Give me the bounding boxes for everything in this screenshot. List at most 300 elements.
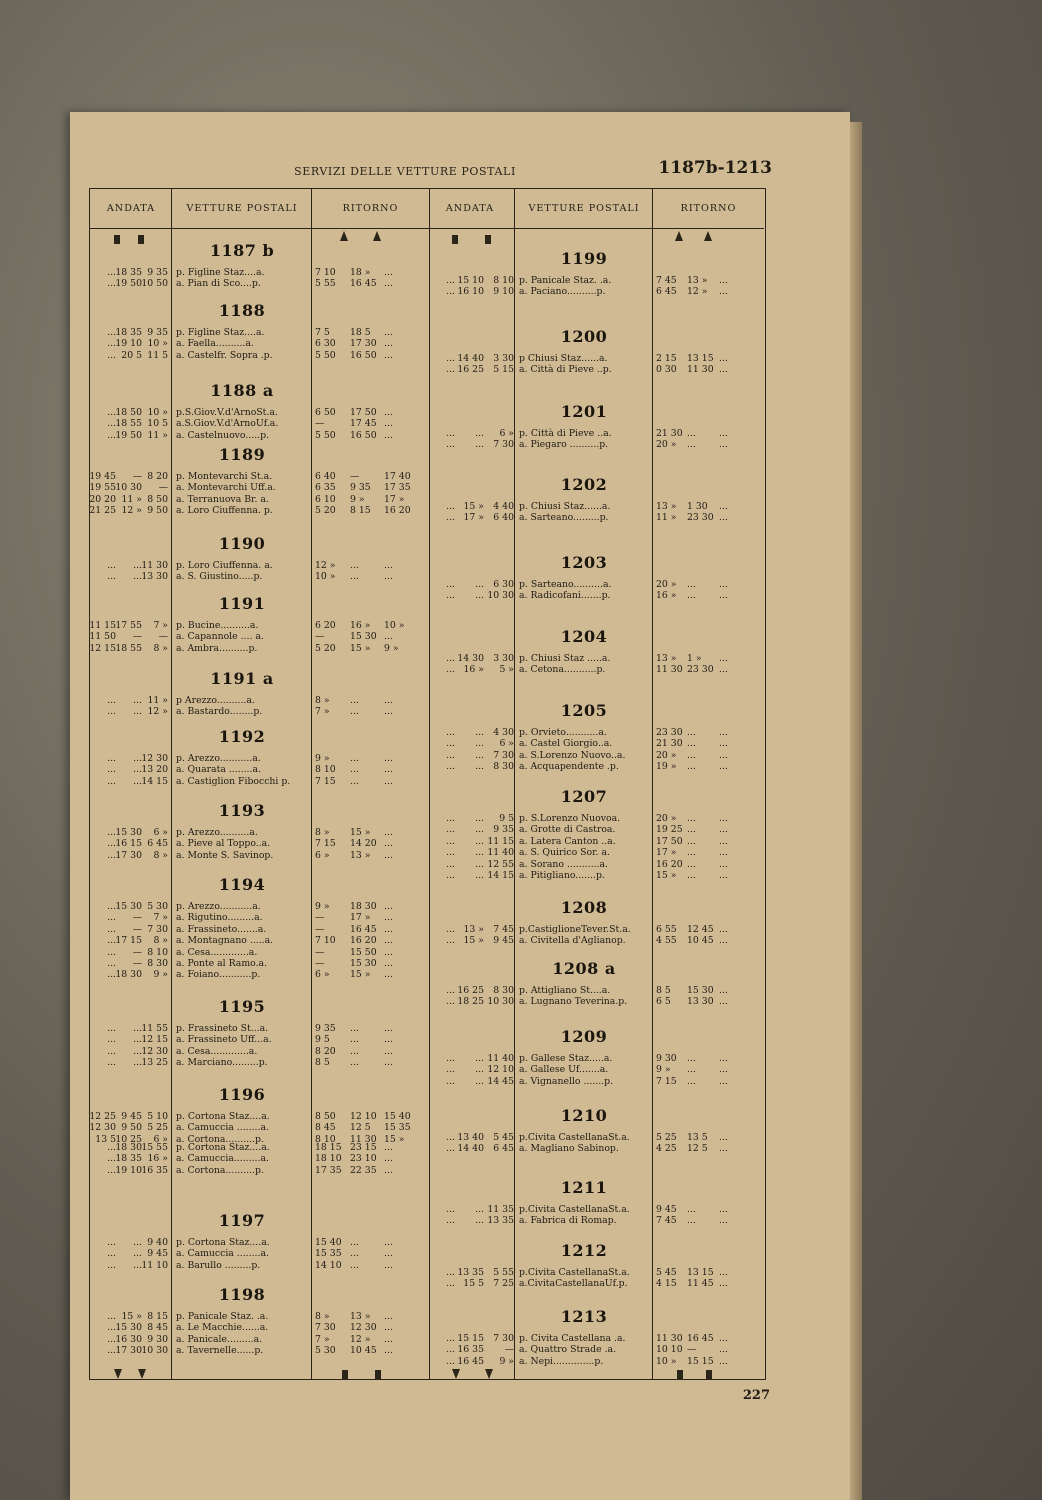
andata-time: 10 50 (141, 278, 168, 290)
andata-time: — (504, 1344, 514, 1356)
stop-name: a. Acquapendente .p. (519, 761, 619, 773)
section-title: 1196 (218, 1085, 266, 1104)
ritorno-time: 18 30 (350, 901, 377, 912)
andata-time: ... (446, 749, 455, 761)
ritorno-time: — (315, 946, 325, 958)
stop-name: p. Cortona Staz....a. (176, 1237, 270, 1248)
ritorno-time: 16 50 (350, 429, 377, 441)
ritorno-time: 10 10 (656, 1344, 683, 1356)
ritorno-time: 17 50 (350, 407, 377, 418)
ritorno-time: 17 » (384, 493, 405, 505)
ritorno-time: ... (384, 278, 393, 290)
ritorno-time: 7 45 (656, 1215, 677, 1227)
stop-name: a. Montagnano .....a. (176, 935, 274, 947)
andata-time: 20 5 (121, 349, 142, 361)
ritorno-time: ... (687, 1075, 696, 1087)
section-title: 1204 (560, 627, 608, 646)
stop-name: p. S.Lorenzo Nuovoa. (519, 813, 621, 824)
ritorno-time: ... (687, 579, 696, 590)
andata-time: 18 30 (115, 969, 142, 981)
ritorno-time: ... (687, 824, 696, 836)
andata-time: 12 30 (141, 753, 168, 764)
ritorno-time: ... (384, 560, 393, 571)
andata-time: 15 55 (141, 1142, 168, 1153)
ritorno-time: 16 45 (350, 278, 377, 290)
ritorno-time: 20 » (656, 813, 677, 824)
andata-time: 8 » (153, 642, 168, 654)
section-title: 1203 (560, 553, 608, 572)
stop-name: a. Vignanello .......p. (519, 1075, 614, 1087)
andata-marker (138, 235, 144, 244)
stop-name: p. Chiusi Staz......a. (519, 501, 611, 512)
andata-time: 5 10 (147, 1111, 168, 1122)
andata-time: ... (446, 870, 455, 881)
stop-name: a. S. Quirico Sor. a. (519, 847, 610, 859)
section-title: 1187 b (209, 241, 275, 260)
ritorno-time: 9 » (315, 753, 330, 764)
andata-time: ... (133, 1034, 142, 1046)
section-title: 1208 (560, 898, 608, 917)
andata-time: 5 55 (493, 1267, 514, 1278)
ritorno-time: 11 30 (687, 364, 714, 376)
andata-time: 10 25 (115, 1133, 142, 1145)
ritorno-time: ... (384, 429, 393, 441)
ritorno-time: ... (384, 935, 393, 947)
andata-time: 17 15 (115, 935, 142, 947)
ritorno-time: 13 15 (687, 353, 714, 364)
ritorno-time: ... (719, 353, 728, 364)
ritorno-time: ... (384, 1345, 393, 1357)
ritorno-time: 22 35 (350, 1164, 377, 1176)
stop-name: a. Latera Canton ..a. (519, 835, 616, 847)
andata-time: 7 » (153, 912, 168, 924)
andata-time: 13 40 (457, 1132, 484, 1143)
andata-time: 5 30 (147, 901, 168, 912)
andata-time: 10 30 (487, 590, 514, 602)
ritorno-time: 12 » (687, 286, 708, 298)
ritorno-time: ... (719, 1143, 728, 1155)
ritorno-time: ... (384, 1237, 393, 1248)
andata-time: 8 45 (147, 1322, 168, 1334)
andata-time: 8 15 (147, 1311, 168, 1322)
andata-time: ... (446, 858, 455, 870)
andata-time: ... (107, 706, 116, 718)
andata-time: ... (107, 1023, 116, 1034)
ritorno-time: 11 30 (656, 664, 683, 676)
andata-time: 6 45 (147, 838, 168, 850)
ritorno-time: ... (384, 418, 393, 430)
andata-time: 13 20 (141, 764, 168, 776)
andata-time: 13 25 (141, 1057, 168, 1069)
stop-name: a. Frassineto.......a. (176, 923, 267, 935)
page-number: 227 (742, 1388, 770, 1403)
stop-name: p. Sarteano..........a. (519, 579, 612, 590)
ritorno-time: 11 » (656, 512, 677, 524)
stop-name: p. Figline Staz....a. (176, 267, 265, 278)
ritorno-time: ... (384, 946, 393, 958)
ritorno-time: 6 20 (315, 620, 336, 631)
ritorno-time: 9 45 (656, 1204, 677, 1215)
andata-time: 10 30 (115, 482, 142, 494)
andata-time: ... (107, 838, 116, 850)
ritorno-time: ... (384, 923, 393, 935)
andata-time: 19 10 (115, 338, 142, 350)
stop-name: a.CivitaCastellanaUf.p. (519, 1278, 628, 1290)
ritorno-time: ... (687, 1215, 696, 1227)
ritorno-time: 18 15 (315, 1142, 342, 1153)
andata-time: ... (446, 1344, 455, 1356)
ritorno-time: ... (687, 1053, 696, 1064)
ritorno-time: 1 30 (687, 501, 708, 512)
andata-time: ... (133, 560, 142, 571)
column-rule (514, 189, 515, 1379)
andata-time: ... (446, 924, 455, 935)
andata-time: ... (475, 835, 484, 847)
stop-name: p. Figline Staz....a. (176, 327, 265, 338)
section-title: 1198 (218, 1285, 266, 1304)
andata-time: 11 5 (147, 349, 168, 361)
stop-name: p.S.Giov.V.d'ArnoSt.a. (176, 407, 278, 418)
ritorno-time: 23 10 (350, 1153, 377, 1165)
ritorno-time: 12 45 (687, 924, 714, 935)
stop-name: a. Marciano.........p. (176, 1057, 268, 1069)
andata-time: ... (107, 278, 116, 290)
ritorno-time: ... (719, 824, 728, 836)
andata-time: 13 35 (457, 1267, 484, 1278)
stop-name: a. Castel Giorgio..a. (519, 738, 613, 750)
ritorno-time: 7 » (315, 1333, 330, 1345)
andata-time: ... (107, 946, 116, 958)
andata-time: ... (107, 923, 116, 935)
ritorno-time: ... (719, 501, 728, 512)
andata-time: 19 50 (115, 278, 142, 290)
andata-time: 9 40 (147, 1237, 168, 1248)
ritorno-time: 17 35 (384, 482, 411, 494)
andata-time: 12 » (121, 505, 142, 517)
andata-time: 6 30 (493, 579, 514, 590)
ritorno-time: 17 35 (315, 1164, 342, 1176)
ritorno-time: 18 5 (350, 327, 371, 338)
ritorno-time: 15 50 (350, 946, 377, 958)
ritorno-time: 21 30 (656, 428, 683, 439)
ritorno-time: ... (719, 579, 728, 590)
ritorno-time: 15 15 (687, 1355, 714, 1367)
ritorno-time: ... (384, 1034, 393, 1046)
ritorno-time: ... (687, 428, 696, 439)
ritorno-time: ... (384, 849, 393, 861)
stop-name: p. Orvieto...........a. (519, 727, 607, 738)
andata-time: 9 » (499, 1355, 514, 1367)
andata-time: ... (107, 327, 116, 338)
andata-time: ... (446, 835, 455, 847)
andata-time: ... (475, 813, 484, 824)
ritorno-time: ... (687, 1204, 696, 1215)
andata-time: 16 35 (457, 1344, 484, 1356)
ritorno-time: 6 35 (315, 482, 336, 494)
andata-time: 12 30 (89, 1122, 116, 1134)
ritorno-time: ... (719, 924, 728, 935)
andata-time: 16 15 (115, 838, 142, 850)
andata-time: ... (475, 1075, 484, 1087)
ritorno-time: 17 30 (350, 338, 377, 350)
ritorno-time: 17 » (656, 847, 677, 859)
andata-time: 16 35 (141, 1164, 168, 1176)
andata-arrow-down (485, 1369, 493, 1379)
ritorno-time: 1 » (687, 653, 702, 664)
andata-time: ... (107, 338, 116, 350)
ritorno-time: 10 » (384, 620, 405, 631)
andata-time: ... (107, 695, 116, 706)
ritorno-time: ... (384, 1259, 393, 1271)
ritorno-time: ... (384, 338, 393, 350)
ritorno-time: 13 » (350, 1311, 371, 1322)
andata-time: ... (107, 827, 116, 838)
ritorno-time: — (315, 958, 325, 969)
ritorno-time: ... (719, 275, 728, 286)
section-title: 1202 (560, 475, 608, 494)
stop-name: a. Le Macchie......a. (176, 1322, 269, 1334)
stop-name: a. Castiglion Fibocchi p. (176, 775, 291, 787)
ritorno-time: 17 » (350, 912, 371, 924)
andata-time: 18 55 (115, 642, 142, 654)
ritorno-time: ... (384, 764, 393, 776)
andata-time: ... (446, 824, 455, 836)
andata-time: 18 25 (457, 996, 484, 1008)
andata-time: 8 10 (493, 275, 514, 286)
ritorno-time: 8 » (315, 827, 330, 838)
ritorno-time: ... (719, 364, 728, 376)
ritorno-time: ... (384, 901, 393, 912)
ritorno-time: ... (687, 738, 696, 750)
andata-time: ... (446, 1355, 455, 1367)
ritorno-time: ... (719, 664, 728, 676)
andata-time: 9 » (153, 969, 168, 981)
andata-time: ... (107, 901, 116, 912)
andata-time: ... (107, 1057, 116, 1069)
ritorno-time: 9 30 (656, 1053, 677, 1064)
stop-name: p. Città di Pieve ..a. (519, 428, 612, 439)
ritorno-time: ... (719, 738, 728, 750)
andata-time: 11 30 (141, 560, 168, 571)
andata-time: ... (107, 969, 116, 981)
ritorno-time: 15 » (384, 1133, 405, 1145)
ritorno-time: ... (719, 1278, 728, 1290)
ritorno-time: 6 » (315, 969, 330, 981)
stop-name: a. Fabrica di Romap. (519, 1215, 617, 1227)
ritorno-time: 7 15 (656, 1075, 677, 1087)
section-title: 1205 (560, 701, 608, 720)
stop-name: a. Cortona..........p. (176, 1164, 264, 1176)
ritorno-time: ... (384, 1333, 393, 1345)
andata-arrow-down (114, 1369, 122, 1379)
andata-time: 3 30 (493, 353, 514, 364)
ritorno-time: — (315, 631, 325, 643)
section-title: 1213 (560, 1307, 608, 1326)
andata-time: ... (107, 1333, 116, 1345)
ritorno-time: 5 50 (315, 429, 336, 441)
stop-name: a. Montevarchi Uff.a. (176, 482, 276, 494)
andata-time: 14 45 (487, 1075, 514, 1087)
section-title: 1188 a (210, 381, 274, 400)
andata-time: ... (475, 847, 484, 859)
ritorno-time: ... (384, 407, 393, 418)
stop-name: a. Sarteano.........p. (519, 512, 609, 524)
ritorno-time: 16 20 (350, 935, 377, 947)
ritorno-arrow-up (704, 231, 712, 241)
andata-time: ... (107, 753, 116, 764)
andata-time: 9 45 (147, 1248, 168, 1260)
ritorno-time: ... (719, 1132, 728, 1143)
stop-name: a. Loro Ciuffenna. p. (176, 505, 273, 517)
andata-time: ... (446, 579, 455, 590)
andata-time: 17 » (463, 512, 484, 524)
andata-time: ... (446, 653, 455, 664)
ritorno-time: ... (687, 847, 696, 859)
ritorno-time: ... (687, 813, 696, 824)
andata-time: 5 15 (493, 364, 514, 376)
ritorno-time: 7 10 (315, 935, 336, 947)
andata-time: 20 20 (89, 493, 116, 505)
ritorno-time: ... (384, 753, 393, 764)
andata-time: ... (107, 1045, 116, 1057)
ritorno-time: ... (384, 1322, 393, 1334)
ritorno-time: ... (687, 761, 696, 773)
ritorno-time: 12 5 (687, 1143, 708, 1155)
andata-time: ... (446, 761, 455, 773)
andata-time: ... (107, 418, 116, 430)
section-title: 1208 a (552, 959, 616, 978)
andata-time: — (158, 482, 168, 494)
andata-time: 18 35 (115, 327, 142, 338)
andata-time: 10 5 (147, 418, 168, 430)
andata-time: 11 40 (487, 847, 514, 859)
andata-time: 14 40 (457, 353, 484, 364)
andata-time: 13 5 (95, 1133, 116, 1145)
ritorno-time: 16 » (350, 620, 371, 631)
andata-time: 16 25 (457, 364, 484, 376)
ritorno-time: 9 35 (315, 1023, 336, 1034)
ritorno-time: ... (687, 590, 696, 602)
ritorno-time: ... (687, 835, 696, 847)
andata-time: ... (475, 439, 484, 451)
andata-time: ... (446, 353, 455, 364)
ritorno-time: 7 45 (656, 275, 677, 286)
ritorno-time: 23 30 (656, 727, 683, 738)
andata-header: ANDATA (90, 189, 172, 229)
andata-time: ... (446, 738, 455, 750)
andata-time: ... (446, 428, 455, 439)
andata-time: 18 35 (115, 267, 142, 278)
ritorno-marker (677, 1370, 683, 1379)
andata-time: ... (133, 571, 142, 583)
stop-name: a. Quattro Strade .a. (519, 1344, 617, 1356)
ritorno-time: ... (719, 1064, 728, 1076)
stop-name: a. Cesa.............a. (176, 1045, 258, 1057)
andata-time: 13 35 (487, 1215, 514, 1227)
stop-name: a. Ponte al Ramo.a. (176, 958, 268, 969)
ritorno-time: 9 » (350, 493, 365, 505)
ritorno-header: RITORNO (653, 189, 764, 229)
andata-marker (452, 235, 458, 244)
ritorno-time: 9 » (384, 642, 399, 654)
ritorno-time: 15 » (350, 969, 371, 981)
andata-time: ... (446, 985, 455, 996)
ritorno-time: ... (384, 958, 393, 969)
ritorno-time: 16 45 (687, 1333, 714, 1344)
andata-time: — (132, 471, 142, 482)
stop-name: a. Pieve al Toppo..a. (176, 838, 271, 850)
section-title: 1197 (218, 1211, 266, 1230)
andata-time: ... (133, 764, 142, 776)
andata-time: 6 » (153, 827, 168, 838)
ritorno-time: 15 30 (350, 631, 377, 643)
andata-time: 7 30 (493, 1333, 514, 1344)
ritorno-time: 2 15 (656, 353, 677, 364)
andata-time: 19 10 (115, 1164, 142, 1176)
ritorno-time: 15 35 (384, 1122, 411, 1134)
ritorno-arrow-up (675, 231, 683, 241)
andata-time: 3 30 (493, 653, 514, 664)
andata-time: ... (475, 870, 484, 881)
ritorno-time: ... (384, 631, 393, 643)
ritorno-time: ... (687, 439, 696, 451)
stop-name: a. Castelnuovo.....p. (176, 429, 270, 441)
section-title: 1201 (560, 402, 608, 421)
stop-name: a. Sorano ...........a. (519, 858, 608, 870)
ritorno-time: 16 20 (384, 505, 411, 517)
stop-name: p.Civita CastellanaSt.a. (519, 1204, 630, 1215)
andata-time: ... (107, 958, 116, 969)
ritorno-time: 5 25 (656, 1132, 677, 1143)
section-title: 1189 (218, 445, 266, 464)
andata-time: 15 » (463, 935, 484, 947)
ritorno-time: 13 30 (687, 996, 714, 1008)
andata-time: 10 » (147, 338, 168, 350)
ritorno-time: ... (687, 858, 696, 870)
stop-name: a. Magliano Sabinop. (519, 1143, 619, 1155)
stop-name: p. Arezzo...........a. (176, 901, 261, 912)
andata-time: — (132, 912, 142, 924)
andata-time: ... (475, 727, 484, 738)
andata-time: ... (107, 775, 116, 787)
andata-time: 8 20 (147, 471, 168, 482)
ritorno-time: 5 45 (656, 1267, 677, 1278)
andata-time: 16 » (147, 1153, 168, 1165)
ritorno-time: ... (719, 1075, 728, 1087)
ritorno-time: 13 » (656, 653, 677, 664)
ritorno-time: ... (719, 935, 728, 947)
stop-name: a. Barullo .........p. (176, 1259, 261, 1271)
andata-time: ... (446, 813, 455, 824)
ritorno-time: 10 45 (687, 935, 714, 947)
andata-time: 18 35 (115, 1153, 142, 1165)
ritorno-time: 13 » (350, 849, 371, 861)
ritorno-time: ... (350, 1045, 359, 1057)
andata-time: 11 » (147, 695, 168, 706)
ritorno-time: 6 55 (656, 924, 677, 935)
ritorno-time: 23 30 (687, 664, 714, 676)
ritorno-time: ... (719, 512, 728, 524)
andata-time: ... (446, 727, 455, 738)
stop-name: p. Frassineto St...a. (176, 1023, 269, 1034)
ritorno-time: ... (384, 1023, 393, 1034)
ritorno-time: ... (384, 1164, 393, 1176)
stop-name: a. S.Lorenzo Nuovo..a. (519, 749, 626, 761)
ritorno-time: 13 5 (687, 1132, 708, 1143)
ritorno-time: 7 » (315, 706, 330, 718)
andata-time: 11 10 (141, 1259, 168, 1271)
ritorno-time: 7 30 (315, 1322, 336, 1334)
